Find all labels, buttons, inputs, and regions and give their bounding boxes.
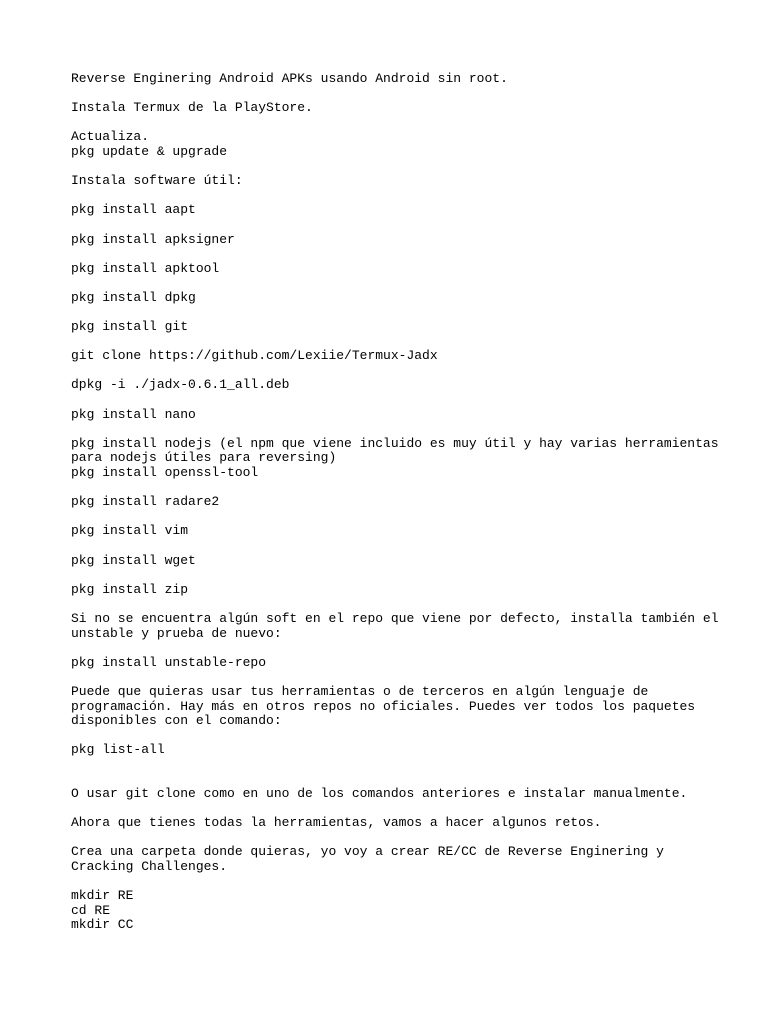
text-line: Instala software útil: — [71, 173, 243, 189]
blank-line — [71, 670, 731, 685]
text-line: pkg install apktool — [71, 260, 220, 276]
text-line: cd RE — [71, 902, 111, 918]
blank-line — [71, 510, 731, 525]
text-line: pkg install dpkg — [71, 289, 196, 305]
blank-line — [71, 802, 731, 817]
text-line: Cracking Challenges. — [71, 859, 228, 875]
blank-line — [71, 116, 731, 131]
blank-line — [71, 189, 731, 204]
blank-line — [71, 87, 731, 102]
blank-line — [71, 160, 731, 175]
text-line: pkg update & upgrade — [71, 143, 228, 159]
text-line: pkg install radare2 — [71, 494, 220, 510]
blank-line — [71, 568, 731, 583]
blank-line — [71, 481, 731, 496]
document-page — [71, 72, 731, 933]
text-line: Si no se encuentra algún soft en el repo que viene por defecto, installa también el — [71, 610, 719, 626]
blank-line — [71, 773, 731, 788]
blank-line — [71, 306, 731, 321]
text-line: pkg install wget — [71, 552, 196, 568]
text-line: dpkg -i ./jadx-0.6.1_all.deb — [71, 377, 290, 393]
blank-line — [71, 364, 731, 379]
blank-line — [71, 218, 731, 233]
text-line: pkg install apksigner — [71, 231, 235, 247]
text-line: Reverse Enginering Android APKs usando Android sin root. — [71, 71, 508, 86]
text-line: pkg install aapt — [71, 202, 196, 218]
blank-line — [71, 758, 731, 773]
blank-line — [71, 276, 731, 291]
blank-line — [71, 422, 731, 437]
text-line: pkg install nano — [71, 406, 196, 422]
text-line: O usar git clone como en uno de los comandos anteriores e instalar manualmente. — [71, 786, 688, 802]
text-line: programación. Hay más en otros repos no oficiales. Puedes ver todos los paquetes — [71, 698, 696, 714]
text-line: pkg install zip — [71, 581, 189, 597]
blank-line — [71, 641, 731, 656]
text-line: pkg list-all — [71, 742, 165, 758]
text-line: pkg install git — [71, 319, 189, 335]
text-line: pkg install unstable-repo — [71, 654, 267, 670]
text-line: para nodejs útiles para reversing) — [71, 450, 337, 466]
text-line: pkg install nodejs (el npm que viene incluido es muy útil y hay varias herramientas — [71, 435, 719, 451]
blank-line — [71, 335, 731, 350]
blank-line — [71, 393, 731, 408]
blank-line — [71, 729, 731, 744]
text-line: mkdir CC — [71, 917, 134, 933]
text-line: Actualiza. — [71, 129, 150, 145]
text-line: Puede que quieras usar tus herramientas o de terceros en algún lenguaje de — [71, 683, 649, 699]
text-line: unstable y prueba de nuevo: — [71, 625, 282, 641]
blank-line — [71, 247, 731, 262]
text-line: disponibles con el comando: — [71, 713, 282, 729]
blank-line — [71, 597, 731, 612]
text-line: pkg install vim — [71, 523, 189, 539]
blank-line — [71, 539, 731, 554]
text-line: Crea una carpeta donde quieras, yo voy a crear RE/CC de Reverse Enginering y — [71, 844, 664, 860]
text-line: pkg install openssl-tool — [71, 465, 259, 481]
text-line: git clone https://github.com/Lexiie/Termux-Jadx — [71, 348, 438, 364]
text-line: mkdir RE — [71, 888, 134, 904]
text-line: Instala Termux de la PlayStore. — [71, 100, 313, 116]
blank-line — [71, 875, 731, 890]
text-line: Ahora que tienes todas la herramientas, vamos a hacer algunos retos. — [71, 815, 602, 831]
blank-line — [71, 831, 731, 846]
